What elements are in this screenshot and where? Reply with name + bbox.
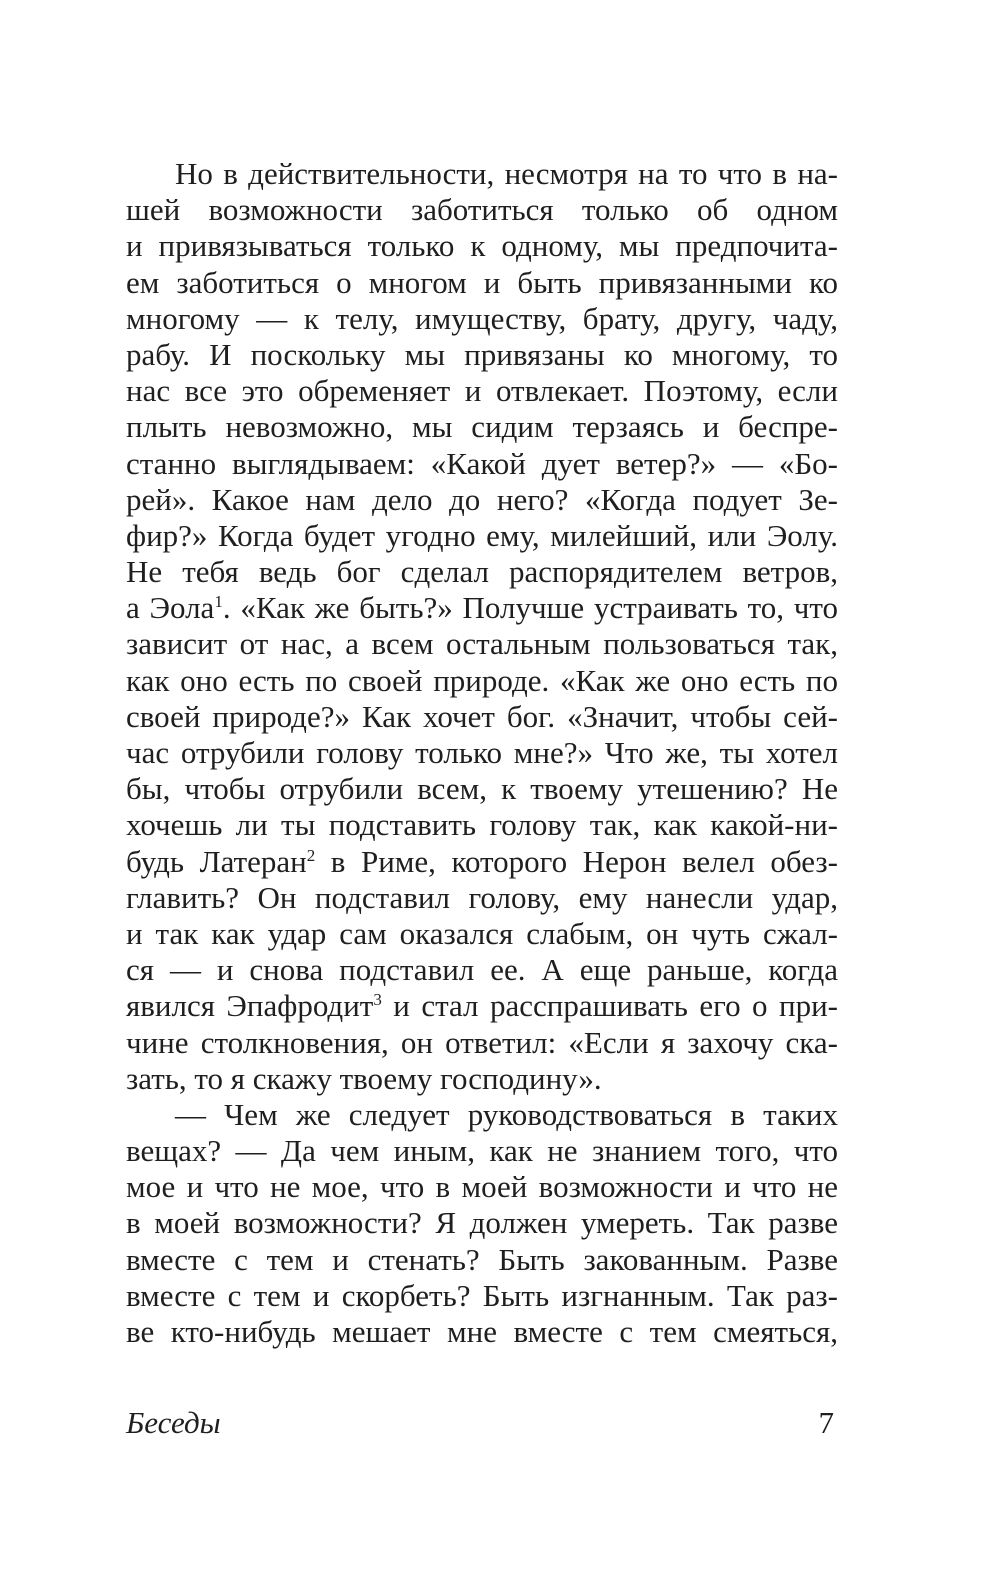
text-line: плыть невозможно, мы сидим терзаясь и беспре-	[126, 409, 838, 445]
footnote-ref-1: 1	[214, 592, 223, 612]
line-text: . «Как же быть?» Получше устраивать то, что	[222, 590, 838, 626]
text-line: вместе с тем и скорбеть? Быть изгнанным. Так раз-	[126, 1277, 838, 1313]
line-text: а Эола	[126, 590, 215, 626]
text-line: многому — к телу, имуществу, брату, другу, чаду,	[126, 300, 838, 336]
text-line: главить? Он подставил голову, ему нанесли удар,	[126, 879, 838, 915]
text-line: Но в действительности, несмотря на то что в на-	[175, 156, 838, 191]
text-line: чине столкновения, он ответил: «Если я захочу ска-	[126, 1024, 838, 1060]
text-line: зависит от нас, а всем остальным пользоваться так,	[126, 626, 838, 662]
text-line: рабу. И поскольку мы привязаны ко многому, то	[126, 336, 838, 372]
text-line: мое и что не мое, что в моей возможности и что не	[126, 1169, 838, 1205]
line-text: в Риме, которого Нерон велел обез-	[315, 843, 838, 879]
text-line: — Чем же следует руководствоваться в таких	[175, 1096, 838, 1132]
text-line: ся — и снова подставил ее. А еще раньше, когда	[126, 952, 838, 988]
page-number: 7	[818, 1405, 834, 1440]
text-line: как оно есть по своей природе. «Как же оно есть по	[126, 662, 838, 698]
text-line: вещах? — Да чем иным, как не знанием того, что	[126, 1133, 838, 1169]
footnote-ref-2: 2	[306, 845, 316, 865]
text-line	[126, 844, 838, 880]
text-line: вместе с тем и стенать? Быть закованным. Разве	[126, 1241, 838, 1277]
text-line: фир?» Когда будет угодно ему, милейший, или Эолу.	[126, 517, 838, 553]
text-line: рей». Какое нам дело до него? «Когда подует Зе-	[126, 481, 838, 517]
text-line	[126, 988, 838, 1024]
text-line: бы, чтобы отрубили всем, к твоему утешению? Не	[126, 771, 838, 807]
text-line: шей возможности заботиться только об одном	[126, 192, 838, 228]
body-text	[126, 156, 838, 1350]
text-line	[126, 590, 838, 626]
text-line: ве кто-нибудь мешает мне вместе с тем смеяться,	[126, 1314, 838, 1349]
footnote-ref-3: 3	[373, 990, 382, 1010]
text-line: нас все это обременяет и отвлекает. Поэтому, если	[126, 373, 838, 409]
text-line: час отрубили голову только мне?» Что же, ты хотел	[126, 735, 838, 770]
text-line: станно выглядываем: «Какой дует ветер?» — «Бо-	[126, 445, 838, 481]
running-footer-title: Беседы	[126, 1405, 221, 1440]
line-text: будь Латеран	[126, 843, 307, 879]
text-line: и так как удар сам оказался слабым, он чуть сжал-	[126, 915, 838, 951]
text-line: в моей возможности? Я должен умереть. Так разве	[126, 1205, 838, 1241]
text-line: Не тебя ведь бог сделал распорядителем ветров,	[126, 554, 838, 590]
text-line: ем заботиться о многом и быть привязанными ко	[126, 264, 838, 300]
text-line: своей природе?» Как хочет бог. «Значит, чтобы сей-	[126, 698, 838, 734]
line-text: явился Эпафродит	[126, 988, 374, 1024]
line-text: и стал расспрашивать его о при-	[381, 988, 838, 1024]
text-line: и привязываться только к одному, мы предпочита-	[126, 228, 838, 264]
text-line: хочешь ли ты подставить голову так, как какой-ни-	[126, 807, 838, 843]
text-line: зать, то я скажу твоему господину».	[126, 1060, 602, 1096]
